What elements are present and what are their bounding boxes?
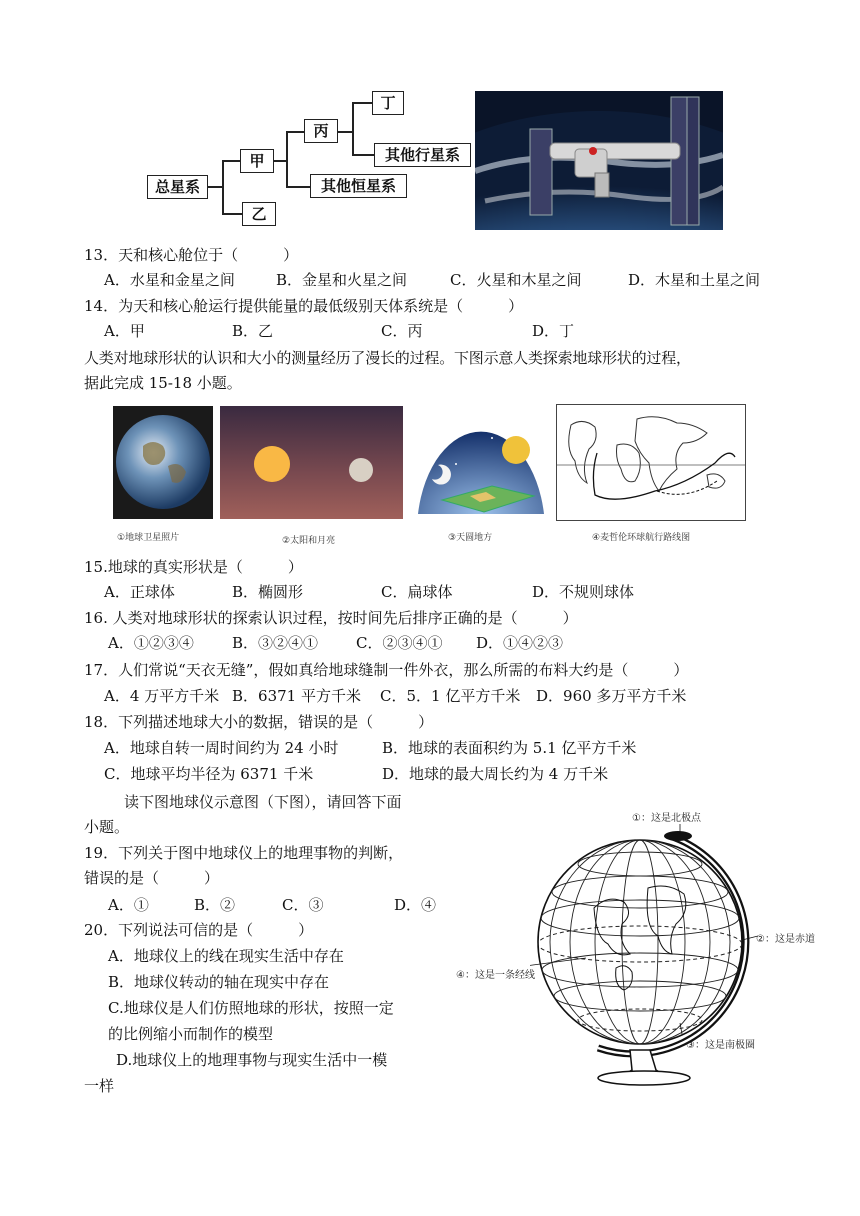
q16-option-a[interactable]: A．①②③④: [108, 634, 194, 652]
intro1-line1: 人类对地球形状的认识和大小的测量经历了漫长的过程。下图示意人类探索地球形状的过程，: [84, 349, 691, 367]
q16-option-b[interactable]: B．③②④①: [232, 634, 319, 652]
q18-option-c[interactable]: C．地球平均半径为 6371 千米: [104, 765, 314, 783]
q13-option-c[interactable]: C．火星和木星之间: [450, 271, 582, 289]
q19-option-c[interactable]: C．③: [282, 896, 324, 914]
diagram-other-planets-box: 其他行星系: [374, 143, 471, 167]
q13-option-a[interactable]: A．水星和金星之间: [104, 271, 235, 289]
photo-caption-3: ③天圆地方: [448, 533, 493, 543]
q18-option-b[interactable]: B．地球的表面积约为 5.1 亿平方千米: [382, 739, 637, 757]
q14-option-c[interactable]: C．丙: [381, 322, 423, 340]
q17-option-a[interactable]: A．4 万平方千米: [104, 687, 220, 705]
q15-stem: 15.地球的真实形状是（ ）: [84, 558, 303, 576]
q15-option-b[interactable]: B．椭圆形: [232, 583, 304, 601]
photo-caption-4: ④麦哲伦环球航行路线图: [592, 533, 691, 543]
diagram-root-box: 总星系: [147, 175, 208, 199]
q18-stem: 18．下列描述地球大小的数据，错误的是（ ）: [84, 713, 434, 731]
q14-option-b[interactable]: B．乙: [232, 322, 274, 340]
intro1-line2: 据此完成 15-18 小题。: [84, 374, 242, 392]
q17-option-b[interactable]: B．6371 平方千米: [232, 687, 361, 705]
diagram-jia-box: 甲: [240, 149, 274, 173]
photo-caption-2: ②太阳和月亮: [282, 536, 336, 546]
photo-earth-satellite: [113, 406, 213, 519]
q20-option-c-line1[interactable]: C.地球仪是人们仿照地球的形状，按照一定: [108, 999, 394, 1017]
q15-option-d[interactable]: D．不规则球体: [532, 583, 635, 601]
photo-caption-1: ①地球卫星照片: [117, 533, 180, 543]
q13-option-d[interactable]: D．木星和土星之间: [628, 271, 761, 289]
q20-option-a[interactable]: A．地球仪上的线在现实生活中存在: [108, 947, 344, 965]
diagram-ding-box: 丁: [372, 91, 404, 115]
q19-option-d[interactable]: D．④: [394, 896, 437, 914]
q18-option-a[interactable]: A．地球自转一周时间约为 24 小时: [104, 739, 339, 757]
q20-option-b[interactable]: B．地球仪转动的轴在现实中存在: [108, 973, 330, 991]
q18-option-d[interactable]: D．地球的最大周长约为 4 万千米: [382, 765, 609, 783]
q20-option-d-line2[interactable]: 一样: [84, 1077, 115, 1095]
q15-option-a[interactable]: A．正球体: [104, 583, 175, 601]
globe-label-equator: ②：这是赤道: [756, 934, 815, 945]
photo-sky-round-earth-square: [412, 404, 550, 519]
diagram-bing-box: 丙: [304, 119, 338, 143]
q14-stem: 14．为天和核心舱运行提供能量的最低级别天体系统是（ ）: [84, 297, 524, 315]
q16-option-d[interactable]: D．①④②③: [476, 634, 564, 652]
q19-stem-line1: 19．下列关于图中地球仪上的地理事物的判断，: [84, 844, 404, 862]
q14-option-d[interactable]: D．丁: [532, 322, 575, 340]
intro2-line1: 读下图地球仪示意图（下图），请回答下面: [124, 793, 402, 811]
q20-stem: 20．下列说法可信的是（ ）: [84, 921, 314, 939]
space-station-photo: [475, 91, 723, 230]
globe-label-meridian: ④：这是一条经线: [456, 970, 535, 981]
q13-stem: 13．天和核心舱位于（ ）: [84, 246, 299, 264]
q17-stem: 17．人们常说“天衣无缝”，假如真给地球缝制一件外衣，那么所需的布料大约是（ ）: [84, 661, 689, 679]
q20-option-d-line1[interactable]: D.地球仪上的地理事物与现实生活中一模: [116, 1051, 388, 1069]
q19-option-a[interactable]: A．①: [108, 896, 149, 914]
q19-stem-line2: 错误的是（ ）: [84, 869, 220, 887]
photo-sun-moon: [220, 406, 403, 519]
q16-option-c[interactable]: C．②③④①: [356, 634, 443, 652]
q13-option-b[interactable]: B．金星和火星之间: [276, 271, 408, 289]
q17-option-c[interactable]: C．5．1 亿平方千米: [380, 687, 521, 705]
q20-option-c-line2[interactable]: 的比例缩小而制作的模型: [108, 1025, 274, 1043]
diagram-yi-box: 乙: [242, 202, 276, 226]
diagram-other-stars-box: 其他恒星系: [310, 174, 407, 198]
globe-label-antarctic-circle: ③：这是南极圈: [686, 1040, 755, 1051]
globe-label-north-pole: ①：这是北极点: [632, 813, 701, 824]
q15-option-c[interactable]: C．扁球体: [381, 583, 453, 601]
q16-stem: 16. 人类对地球形状的探索认识过程，按时间先后排序正确的是（ ）: [84, 609, 578, 627]
intro2-line2: 小题。: [84, 818, 130, 836]
q19-option-b[interactable]: B．②: [194, 896, 236, 914]
q17-option-d[interactable]: D．960 多万平方千米: [536, 687, 687, 705]
q14-option-a[interactable]: A．甲: [104, 322, 145, 340]
photo-magellan-route-map: [556, 404, 746, 521]
